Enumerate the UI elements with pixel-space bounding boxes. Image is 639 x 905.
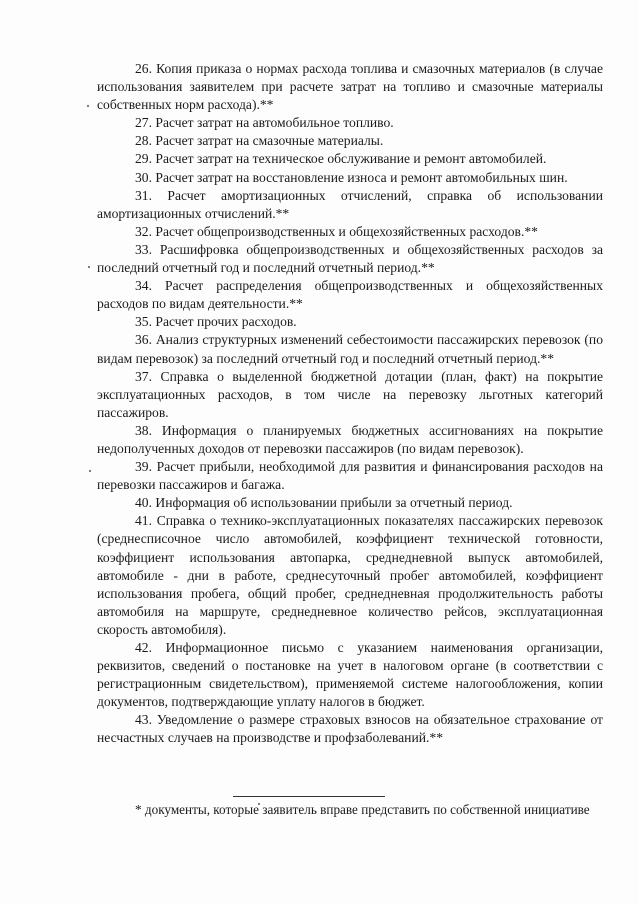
- list-item: 37. Справка о выделенной бюджетной дотации (план, факт) на покрытие эксплуатационных расходов, в том числе на перевозку льготных категорий пассажиров.: [97, 368, 603, 420]
- list-item: 36. Анализ структурных изменений себестоимости пассажирских перевозок (по видам перевозок) за последний отчетный год и последний отчетный период.**: [97, 332, 603, 366]
- list-item: 41. Справка о технико-эксплуатационных показателях пассажирских перевозок (среднесписочное число автомобилей, коэффициент технической готовности, коэффициент использования автопарка, среднедневной выпуск автомобилей, автомобиле - дни в работе, среднесуточный пробег автомобилей, коэффициент использования пробега, общий пробег, среднедневная продолжительность работы автомобиля на маршруте, среднедневное количество рейсов, эксплуатационная скорость автомобиля).: [97, 513, 603, 637]
- list-item: 43. Уведомление о размере страховых взносов на обязательное страхование от несчастных случаев на производстве и профзаболеваний.**: [97, 712, 603, 746]
- footnote-text: * документы, которые заявитель вправе представить по собственной инициативе: [135, 802, 590, 817]
- list-item: 31. Расчет амортизационных отчислений, справка об использовании амортизационных отчислений.**: [97, 187, 603, 221]
- list-item: 27. Расчет затрат на автомобильное топливо.: [135, 115, 394, 131]
- list-item: 40. Информация об использовании прибыли за отчетный период.: [135, 495, 513, 511]
- list-item: 39. Расчет прибыли, необходимой для развития и финансирования расходов на перевозки пассажиров и багажа.: [97, 459, 603, 493]
- scan-speck: [88, 266, 90, 268]
- list-item: 29. Расчет затрат на техническое обслуживание и ремонт автомобилей.: [135, 151, 547, 167]
- scan-speck: [89, 470, 91, 472]
- document-body: [97, 60, 603, 748]
- list-item: 28. Расчет затрат на смазочные материалы.: [135, 133, 384, 149]
- footnote: [97, 796, 603, 819]
- list-item: 32. Расчет общепроизводственных и общехозяйственных расходов.**: [135, 223, 538, 239]
- list-item: 35. Расчет прочих расходов.: [135, 314, 297, 330]
- list-item: 38. Информация о планируемых бюджетных ассигнованиях на покрытие недополученных доходов от перевозки пассажиров (по видам перевозок).: [97, 422, 603, 456]
- footnote-divider: [233, 796, 385, 797]
- list-item: 33. Расшифровка общепроизводственных и общехозяйственных расходов за последний отчетный год и последний отчетный период.**: [97, 241, 603, 276]
- list-item: 34. Расчет распределения общепроизводственных и общехозяйственных расходов по видам деятельности.**: [97, 278, 603, 312]
- list-item: 30. Расчет затрат на восстановление износа и ремонт автомобильных шин.: [135, 169, 568, 185]
- list-item: 26. Копия приказа о нормах расхода топлива и смазочных материалов (в случае использования заявителем при расчете затрат на топливо и смазочные материалы собственных норм расхода).**: [97, 61, 603, 113]
- scan-speck: [87, 105, 89, 107]
- list-item: 42. Информационное письмо с указанием наименования организации, реквизитов, сведений о постановке на учет в налоговом органе (в соответствии с регистрационным свидетельством), применяемой системе налогообложения, копии документов, подтверждающие уплату налогов в бюджет.: [97, 640, 603, 710]
